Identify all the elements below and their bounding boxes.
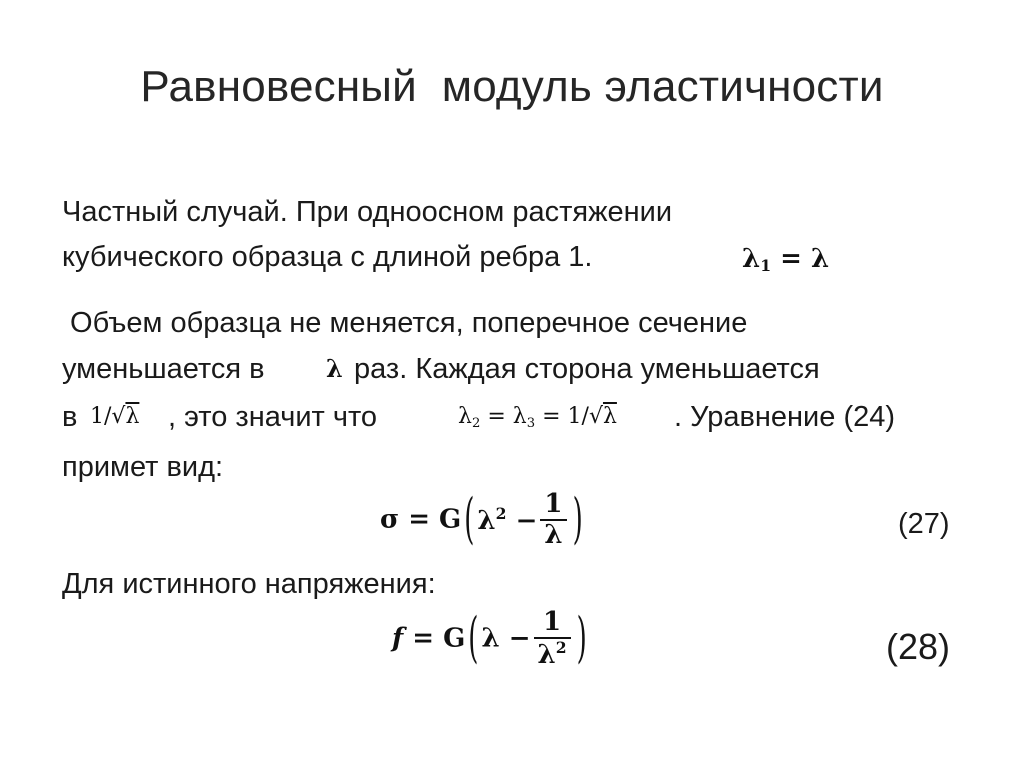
equation-28-number: (28) (886, 626, 951, 667)
para3-line1: Для истинного напряжения: (62, 568, 436, 600)
para2-line3a: в (62, 401, 78, 433)
para2-line2b: раз. Каждая сторона уменьшается (354, 353, 820, 385)
formula-lambda1-eq-lambda: $\lambda_1 = \lambda$ (742, 244, 830, 275)
formula-sqrt-lambda: 1/√λ (90, 404, 140, 429)
para2-line3c: . Уравнение (24) (674, 401, 896, 433)
para2-line2a: уменьшается в (62, 353, 265, 385)
para2-line1: Объем образца не меняется, поперечное сечение (62, 307, 748, 339)
para1-line2: кубического образца с длиной ребра 1. (62, 241, 593, 273)
para2-line3b: , это значит что (168, 401, 378, 433)
equation-27-number: (27) (898, 508, 950, 540)
formula-lambda2-lambda3: $\lambda_2 = \lambda_3 = 1/√\lambda$ (458, 404, 617, 431)
slide-title: Равновесный модуль эластичности (140, 62, 884, 111)
formula-lambda-inline: λ (326, 354, 343, 383)
equation-28-formula: f = G ( λ − $\frac{1}{\lambda^2}$ ) (392, 607, 587, 671)
para1-line1: Частный случай. При одноосном растяжении (62, 196, 673, 228)
equation-27-formula: σ = G ( $\lambda^2$ − $\frac{1}{\lambda}$ ) (380, 488, 583, 552)
para2-line4: примет вид: (62, 451, 224, 483)
